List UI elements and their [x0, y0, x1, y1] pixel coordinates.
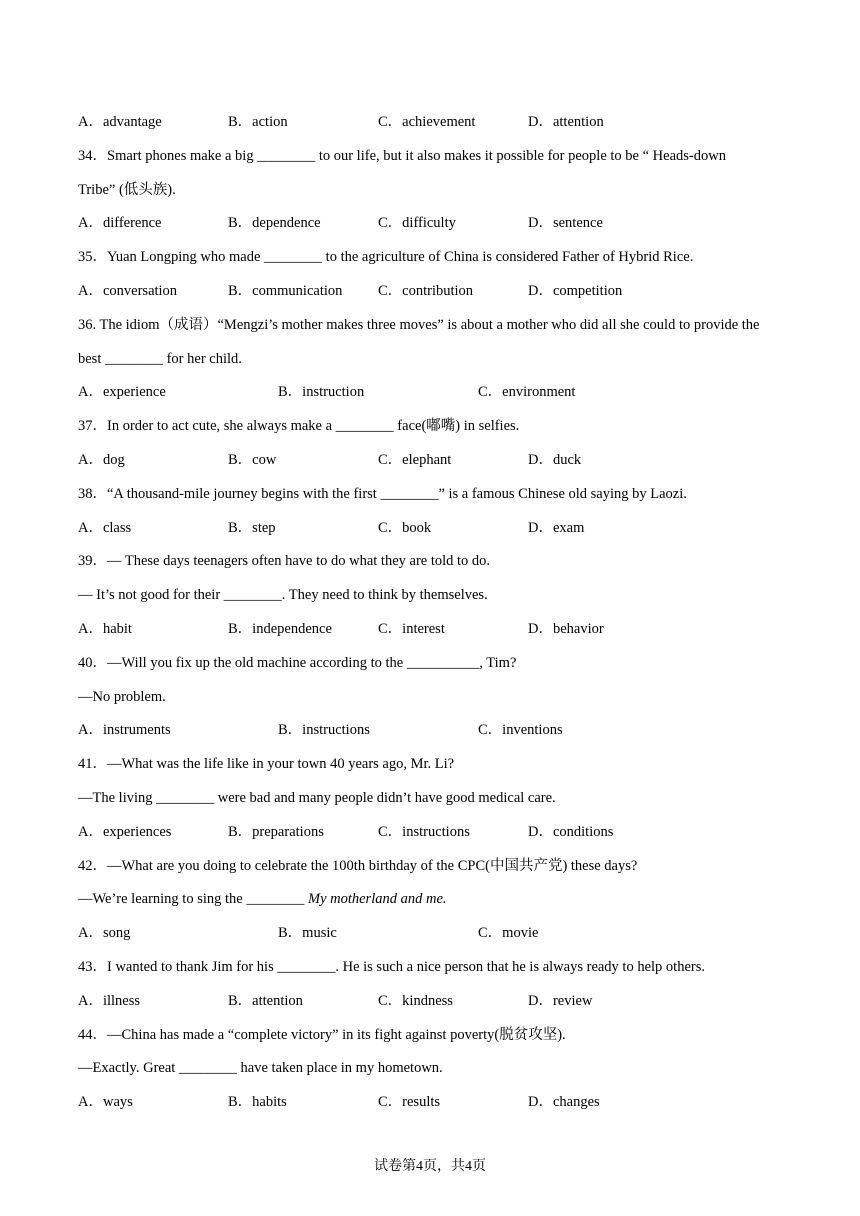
answer-option[interactable]: C．movie	[478, 925, 539, 941]
answer-option[interactable]: A．illness	[78, 993, 141, 1009]
question-text: —Exactly. Great ________ have taken place in my hometown.	[78, 1060, 443, 1076]
answer-option[interactable]: A．experiences	[78, 824, 172, 840]
page-footer: 试卷第4页，共4页	[374, 1159, 486, 1174]
question-text: —No problem.	[78, 689, 166, 705]
question-text: —The living ________ were bad and many people didn’t have good medical care.	[78, 790, 556, 806]
question-line	[78, 147, 726, 165]
question-line	[78, 586, 488, 604]
answer-option[interactable]: D．exam	[528, 520, 585, 536]
question-line	[78, 417, 519, 435]
question-text: 35．Yuan Longping who made ________ to the agriculture of China is considered Father of Hybrid Rice.	[78, 249, 694, 265]
answer-option[interactable]: D．conditions	[528, 824, 614, 840]
answer-option[interactable]: D．attention	[528, 114, 604, 130]
question-text: — It’s not good for their ________. They need to think by themselves.	[78, 587, 488, 603]
question-text: 36. The idiom（成语）“Mengzi’s mother makes three moves” is about a mother who did all she could to provide the	[78, 317, 760, 333]
answer-option[interactable]: D．review	[528, 993, 593, 1009]
question-text: Tribe” (低头族).	[78, 182, 176, 198]
question-line	[78, 890, 447, 908]
answer-option[interactable]: C．elephant	[378, 452, 452, 468]
answer-option[interactable]: A．experience	[78, 384, 166, 400]
question-text: 39．— These days teenagers often have to do what they are told to do.	[78, 553, 491, 569]
question-text: 42．—What are you doing to celebrate the 100th birthday of the CPC(中国共产党) these days?	[78, 858, 638, 874]
answer-option[interactable]: C．environment	[478, 384, 576, 400]
answer-option[interactable]: D．behavior	[528, 621, 604, 637]
answer-option[interactable]: A．song	[78, 925, 131, 941]
question-text: 40．—Will you fix up the old machine according to the __________, Tim?	[78, 655, 517, 671]
answer-option[interactable]: C．kindness	[378, 993, 453, 1009]
question-line	[78, 485, 687, 503]
answer-option[interactable]: B．instruction	[278, 384, 365, 400]
question-text: 37．In order to act cute, she always make a ________ face(嘟嘴) in selfies.	[78, 418, 520, 434]
answer-option[interactable]: B．preparations	[228, 824, 324, 840]
answer-option[interactable]: A．difference	[78, 215, 162, 231]
answer-option[interactable]: B．music	[278, 925, 337, 941]
answer-option[interactable]: D．competition	[528, 283, 623, 299]
answer-option[interactable]: B．dependence	[228, 215, 321, 231]
answer-option[interactable]: A．instruments	[78, 722, 171, 738]
question-text: 38．“A thousand-mile journey begins with the first ________” is a famous Chinese old saying by Laozi.	[78, 486, 687, 502]
question-line	[78, 688, 166, 706]
question-text: 41．—What was the life like in your town 40 years ago, Mr. Li?	[78, 756, 455, 772]
question-text: 44．—China has made a “complete victory” in its fight against poverty(脱贫攻坚).	[78, 1027, 566, 1043]
answer-option[interactable]: A．ways	[78, 1094, 133, 1110]
answer-option[interactable]: D．sentence	[528, 215, 603, 231]
answer-option[interactable]: C．difficulty	[378, 215, 456, 231]
question-line	[78, 248, 693, 266]
answer-option[interactable]: B．independence	[228, 621, 332, 637]
question-text: —We’re learning to sing the ________	[78, 891, 308, 907]
answer-option[interactable]: B．action	[228, 114, 288, 130]
answer-option[interactable]: B．habits	[228, 1094, 287, 1110]
question-line	[78, 958, 705, 976]
question-line	[78, 654, 516, 672]
answer-option[interactable]: C．contribution	[378, 283, 474, 299]
answer-option[interactable]: B．cow	[228, 452, 277, 468]
question-line	[78, 316, 760, 334]
question-line	[78, 789, 556, 807]
question-text: best ________ for her child.	[78, 351, 242, 367]
answer-option[interactable]: C．achievement	[378, 114, 476, 130]
question-line	[78, 1026, 566, 1044]
answer-option[interactable]: C．book	[378, 520, 432, 536]
answer-option[interactable]: D．duck	[528, 452, 582, 468]
answer-option[interactable]: C．interest	[378, 621, 445, 637]
answer-option[interactable]: C．instructions	[378, 824, 470, 840]
answer-option[interactable]: A．dog	[78, 452, 125, 468]
answer-option[interactable]: A．conversation	[78, 283, 178, 299]
answer-option[interactable]: A．advantage	[78, 114, 162, 130]
answer-option[interactable]: C．inventions	[478, 722, 563, 738]
question-line	[78, 857, 637, 875]
answer-option[interactable]: D．changes	[528, 1094, 600, 1110]
question-text: 43．I wanted to thank Jim for his ________. He is such a nice person that he is always ready to help others.	[78, 959, 705, 975]
question-line	[78, 350, 242, 368]
question-line	[78, 755, 454, 773]
question-text: 34．Smart phones make a big ________ to our life, but it also makes it possible for people to be “ Heads-down	[78, 148, 726, 164]
answer-option[interactable]: C．results	[378, 1094, 441, 1110]
answer-option[interactable]: B．communication	[228, 283, 343, 299]
answer-option[interactable]: A．habit	[78, 621, 132, 637]
answer-option[interactable]: A．class	[78, 520, 132, 536]
question-line	[78, 552, 490, 570]
song-title: My motherland and me.	[307, 891, 447, 907]
answer-option[interactable]: B．attention	[228, 993, 303, 1009]
answer-option[interactable]: B．instructions	[278, 722, 370, 738]
question-line	[78, 1059, 443, 1077]
question-line	[78, 181, 176, 199]
answer-option[interactable]: B．step	[228, 520, 276, 536]
